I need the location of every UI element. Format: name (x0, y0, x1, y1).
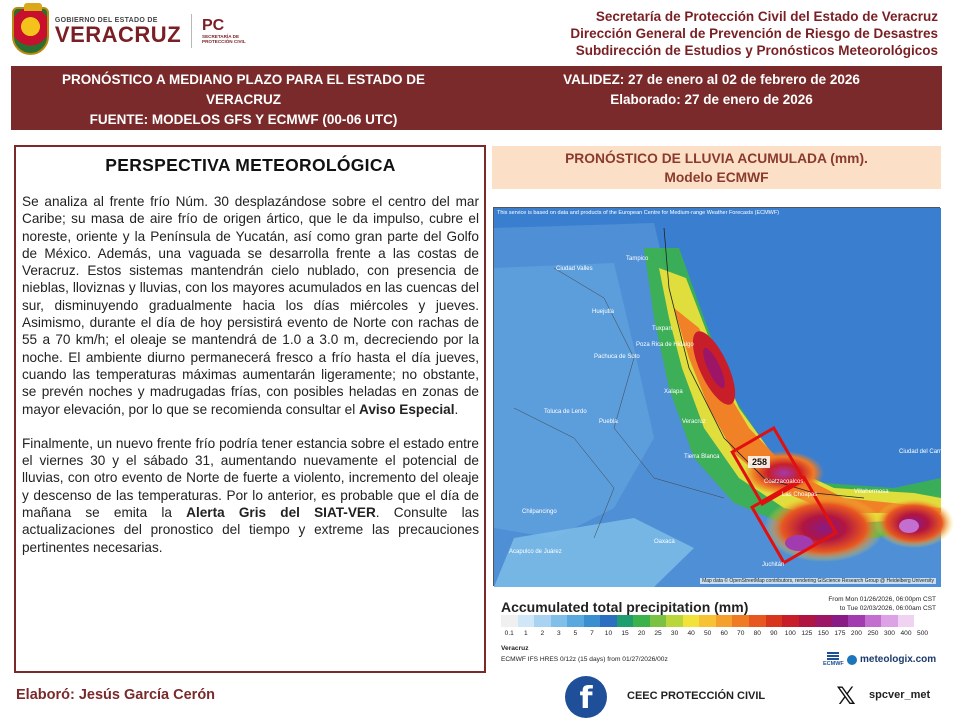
agency-line-1: Secretaría de Protección Civil del Estado de Veracruz (595, 9, 938, 24)
government-logo (12, 6, 252, 56)
place-tierra-blanca: Tierra Blanca (684, 454, 720, 460)
government-small-text: GOBIERNO DEL ESTADO DE (54, 16, 158, 24)
ecmwf-logo (823, 652, 844, 667)
legend-tick: 40 (687, 630, 695, 637)
legend-tick: 70 (737, 630, 745, 637)
pc-logo-subtext: SECRETARÍA DE PROTECCIÓN CIVIL (202, 33, 246, 44)
government-name (55, 17, 181, 46)
paragraph-1-end: . (454, 401, 459, 417)
legend-swatch (551, 615, 568, 627)
agency-line-3: Subdirección de Estudios y Pronósticos Meteorológicos (575, 43, 938, 58)
legend-swatch (650, 615, 667, 627)
place-las-choapas: Las Choapas (782, 492, 818, 498)
legend-tick: 7 (590, 630, 594, 637)
precipitation-map (493, 207, 951, 586)
legend-title: Accumulated total precipitation (mm) (501, 599, 749, 615)
facebook-account-label[interactable]: CEEC PROTECCIÓN CIVIL (627, 690, 766, 702)
legend-swatch (766, 615, 783, 627)
legend-tick: 200 (850, 630, 862, 637)
veracruz-crest-icon (12, 7, 49, 55)
validity-text: VALIDEZ: 27 de enero al 02 de febrero de 2026 (563, 72, 860, 87)
legend-range-to: to Tue 02/03/2026, 06:00am CST (839, 605, 936, 612)
legend-swatch (600, 615, 617, 627)
pc-logo-text: PC (202, 16, 225, 34)
legend-tick: 5 (573, 630, 578, 637)
legend-tick: 20 (637, 630, 646, 637)
ecmwf-logo-text: ECMWF (823, 661, 844, 667)
legend-swatch (732, 615, 749, 627)
map-credit: Map data © OpenStreetMap contributors, rendering GIScience Research Group @ Heidelberg University (702, 578, 934, 584)
legend-swatch (501, 615, 518, 627)
precipitation-map-graphic (494, 208, 951, 587)
place-tampico: Tampico (626, 256, 649, 262)
legend-model-run: ECMWF IFS HRES 0/12z (15 days) from 01/27/2026/00z (501, 656, 668, 663)
place-tuxpan: Tuxpan (652, 326, 672, 332)
meteologix-globe-icon (847, 655, 857, 665)
legend-tick: 90 (770, 630, 778, 637)
paragraph-2-text: Finalmente, un nuevo frente frío podría tener estancia sobre el estado entre el viernes 30 y el sábado 31, aumentando nuevamente el potencial de lluvias, con otro evento de Norte de fuerte a violento, incremento del oleaje y descenso de las temperaturas. Por lo anterior, es probable que el día de mañana se emita la (22, 435, 479, 521)
legend-color-bar (501, 615, 931, 627)
legend-tick: 0.1 (504, 630, 514, 637)
legend-tick: 3 (557, 630, 561, 637)
legend-tick: 125 (801, 630, 813, 637)
paragraph-1-text: Se analiza al frente frío Núm. 30 desplazándose sobre el centro del mar Caribe; su masa de aire frío de origen ártico, que le da impulso, cubre el noreste, oriente y la Península de Yucatán, así como gran parte del Golfo de México. Además, una vaguada se desarrolla frente a las costas de Veracruz. Estos sistemas mantendrán cielo nublado, con presencia de nieblas, lloviznas y lluvias, con los mayores acumulados en las cuencas del sur, disminuyendo gradualmente hacia los días miércoles y jueves. Asimismo, durante el día de hoy persistirá evento de Norte con rachas de 55 a 70 km/h; el oleaje se mantendrá de 1.0 a 3.0 m, decreciendo por la noche. El ambiente diurno permanecerá fresco a frío hasta el día jueves, cuando las temperaturas máximas aumentarán ligeramente; no obstante, se prevén noches y madrugadas frías, con posibles heladas en zonas de mayor elevación, por lo que se recomienda consultar el (22, 194, 479, 417)
legend-swatch (832, 615, 849, 627)
place-chilpancingo: Chilpancingo (522, 509, 557, 515)
perspective-title: PERSPECTIVA METEOROLÓGICA (105, 155, 396, 175)
map-source-note: This service is based on data and products of the European Centre for Medium-range Weather Forecasts (ECMWF) (497, 210, 780, 216)
meteologix-text: meteologix.com (860, 654, 937, 665)
legend-tick: 15 (621, 630, 629, 637)
legend-region: Veracruz (501, 645, 529, 652)
legend-tick: 50 (703, 630, 712, 637)
author-credit: Elaboró: Jesús García Cerón (16, 687, 216, 703)
legend-tick: 100 (784, 630, 796, 637)
rain-title-line-1: PRONÓSTICO DE LLUVIA ACUMULADA (mm). (565, 151, 868, 166)
place-puebla: Puebla (599, 419, 618, 425)
legend-tick: 25 (654, 630, 662, 637)
place-oaxaca: Oaxaca (654, 539, 675, 545)
legend-tick: 1 (523, 630, 528, 637)
place-huejutla: Huejutla (592, 309, 615, 315)
place-pachuca: Pachuca de Soto (594, 354, 640, 360)
perspective-paragraph-1 (22, 193, 479, 418)
legend-swatch (848, 615, 865, 627)
legend-swatch (749, 615, 766, 627)
prepared-date: Elaborado: 27 de enero de 2026 (610, 92, 813, 107)
logo-divider (191, 14, 192, 48)
legend-tick: 60 (720, 630, 728, 637)
legend-tick: 300 (883, 630, 895, 637)
legend-swatch (716, 615, 733, 627)
paragraph-2-end: . Consulte las actualizaciones del pronostico del tiempo y extreme las precauciones pertinentes necesarias. (22, 505, 480, 555)
forecast-source: FUENTE: MODELOS GFS Y ECMWF (00-06 UTC) (89, 112, 398, 127)
legend-swatch (518, 615, 535, 627)
aviso-especial-link: Aviso Especial (359, 401, 455, 417)
max-precip-label: 258 (752, 457, 768, 467)
place-acapulco: Acapulco de Juárez (509, 549, 562, 555)
ecmwf-mark-icon (827, 652, 839, 660)
legend-tick: 400 (900, 630, 912, 637)
place-villahermosa: Villahermosa (854, 489, 889, 495)
legend-tick: 500 (917, 630, 929, 637)
alerta-gris-text: Alerta Gris del SIAT-VER (186, 505, 376, 521)
legend-tick: 2 (540, 630, 545, 637)
legend-swatch (567, 615, 584, 627)
legend-swatch (633, 615, 650, 627)
legend-date-range (828, 595, 936, 613)
legend-tick: 175 (834, 630, 846, 637)
place-poza-rica: Poza Rica de Hidalgo (636, 342, 694, 348)
rain-title-line-2: Modelo ECMWF (664, 170, 769, 185)
legend-swatch (865, 615, 882, 627)
place-ciudad-valles: Ciudad Valles (556, 266, 593, 272)
legend-tick: 10 (604, 630, 613, 637)
government-big-text: VERACRUZ (54, 21, 182, 47)
legend-swatch (666, 615, 683, 627)
legend-range-from: From Mon 01/26/2026, 06:00pm CST (828, 596, 936, 603)
forecast-heading-line-1: PRONÓSTICO A MEDIANO PLAZO PARA EL ESTADO DE (61, 72, 426, 87)
legend-swatch (881, 615, 898, 627)
legend-swatch (914, 615, 931, 627)
rain-forecast-title (492, 146, 941, 189)
place-toluca: Toluca de Lerdo (544, 409, 587, 415)
pc-logo (202, 18, 252, 44)
legend-tick: 80 (753, 630, 761, 637)
legend-tick: 150 (817, 630, 829, 637)
x-twitter-icon[interactable]: 𝕏 (836, 682, 856, 710)
agency-line-2: Dirección General de Prevención de Riesgo de Desastres (570, 26, 938, 41)
x-account-label[interactable]: spcver_met (869, 689, 931, 701)
legend-swatch (534, 615, 551, 627)
meteologix-logo (847, 654, 936, 665)
legend-swatch (584, 615, 601, 627)
legend-swatch (799, 615, 816, 627)
forecast-heading (11, 70, 476, 130)
legend-tick-labels (501, 630, 931, 637)
legend-swatch (699, 615, 716, 627)
place-veracruz: Veracruz (682, 419, 706, 425)
place-ciudad-carmen: Ciudad del Carmen (899, 449, 951, 455)
place-coatzacoalcos: Coatzacoalcos (764, 479, 804, 485)
legend-tick: 250 (867, 630, 879, 637)
agency-lines (570, 8, 938, 59)
forecast-banner (11, 66, 942, 130)
perspective-panel (14, 145, 486, 673)
facebook-icon[interactable]: f (565, 676, 607, 718)
legend-swatch (782, 615, 799, 627)
legend-tick: 30 (670, 630, 679, 637)
place-xalapa: Xalapa (664, 389, 683, 395)
legend-swatch (898, 615, 915, 627)
precipitation-legend (493, 588, 940, 672)
legend-swatch (815, 615, 832, 627)
validity-block (481, 70, 942, 110)
forecast-heading-line-2: VERACRUZ (205, 92, 281, 107)
legend-swatch (617, 615, 634, 627)
place-juchitan: Juchitán (762, 562, 785, 568)
legend-swatch (683, 615, 700, 627)
perspective-paragraph-2 (22, 435, 479, 556)
